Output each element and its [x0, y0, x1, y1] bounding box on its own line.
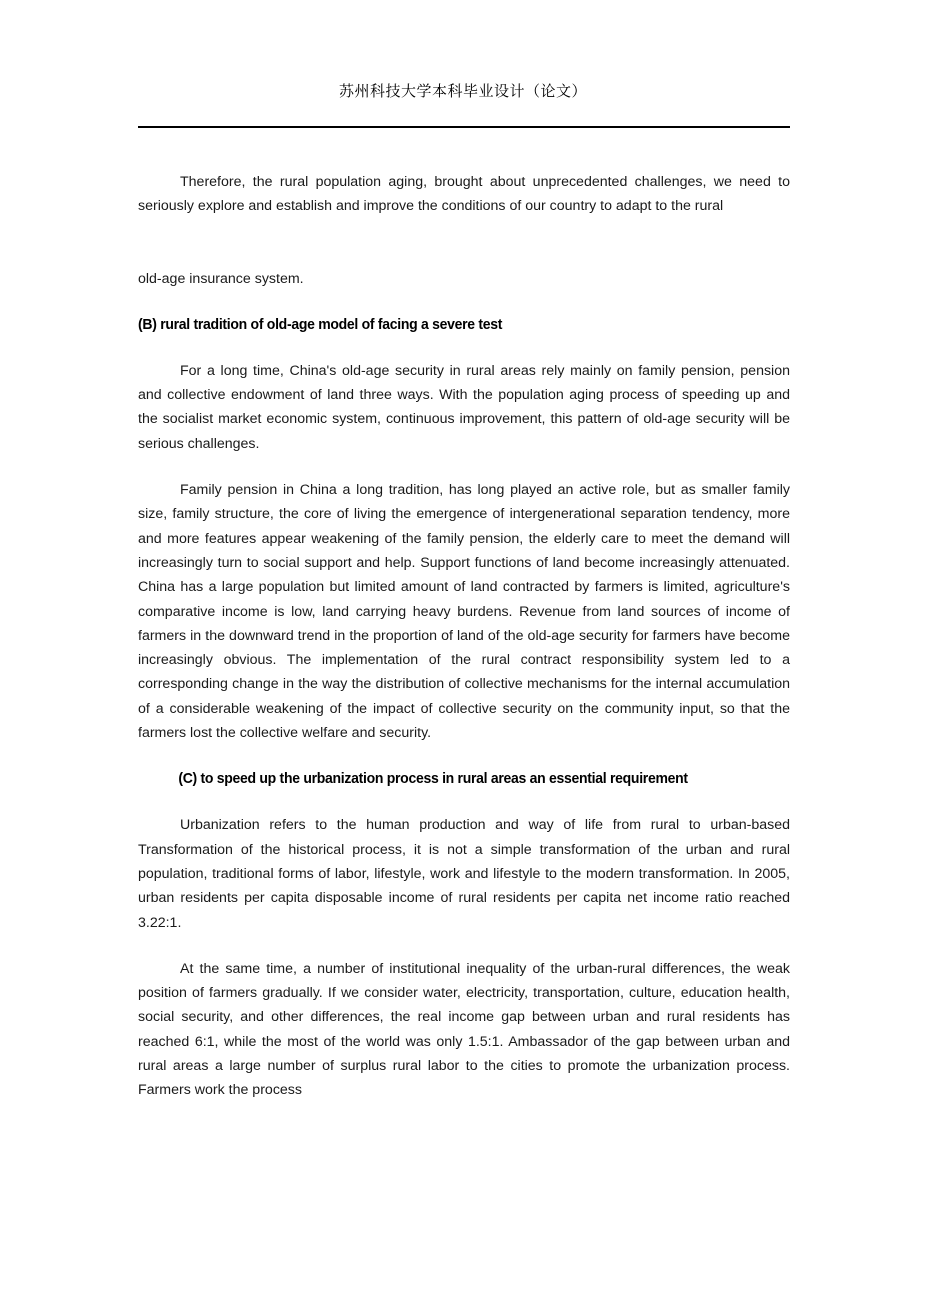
- document-body: [138, 170, 790, 1103]
- paragraph-4: Family pension in China a long tradition, has long played an active role, but as smaller family size, family structure, the core of living the emergence of intergenerational separation tendency, more and more features appear weakening of the family pension, the elderly care to meet the demand will increasingly turn to social support and help. Support functions of land become increasingly attenuated. China has a large population but limited amount of land contracted by farmers is limited, agriculture's comparative income is low, land carrying heavy burdens. Revenue from land sources of income of farmers in the downward trend in the proportion of land of the old-age security for farmers have become increasingly obvious. The implementation of the rural contract responsibility system led to a corresponding change in the way the distribution of collective mechanisms for the internal accumulation of a considerable weakening of the impact of collective security on the community input, so that the farmers lost the collective welfare and security.: [138, 482, 790, 742]
- paragraph-2: old-age insurance system.: [138, 270, 304, 287]
- spacer: [138, 291, 790, 313]
- spacer: [138, 337, 790, 359]
- paragraph-1: Therefore, the rural population aging, brought about unprecedented challenges, we need to seriously explore and establish and improve the conditions of our country to adapt to the rural: [138, 174, 790, 215]
- header-title: 苏州科技大学本科毕业设计（论文）: [338, 83, 587, 100]
- heading-section-b: (B) rural tradition of old-age model of facing a severe test: [138, 316, 503, 333]
- spacer: [138, 935, 790, 957]
- paragraph-6: At the same time, a number of institutional inequality of the urban-rural differences, the weak position of farmers gradually. If we consider water, electricity, transportation, culture, education health, social security, and other differences, the real income gap between urban and rural residents has reached 6:1, while the most of the world was only 1.5:1. Ambassador of the gap between urban and rural areas a large number of surplus rural labor to the cities to promote the urbanization process. Farmers work the process: [138, 960, 790, 1099]
- header-divider: [138, 126, 790, 128]
- spacer: [138, 219, 790, 267]
- spacer: [138, 745, 790, 767]
- spacer: [138, 791, 790, 813]
- heading-section-c: (C) to speed up the urbanization process in rural areas an essential requirement: [178, 771, 688, 788]
- paragraph-5: Urbanization refers to the human production and way of life from rural to urban-based Transformation of the historical process, it is not a simple transformation of the urban and rural population, traditional forms of labor, lifestyle, work and lifestyle to the modern transformation. In 2005, urban residents per capita disposable income of rural residents per capita net income ratio reached 3.22:1.: [138, 817, 790, 931]
- spacer: [138, 456, 790, 478]
- paragraph-3: For a long time, China's old-age security in rural areas rely mainly on family pension, pension and collective endowment of land three ways. With the population aging process of speeding up and the socialist market economic system, continuous improvement, this pattern of old-age security will be serious challenges.: [138, 362, 790, 452]
- page-header: [138, 80, 788, 101]
